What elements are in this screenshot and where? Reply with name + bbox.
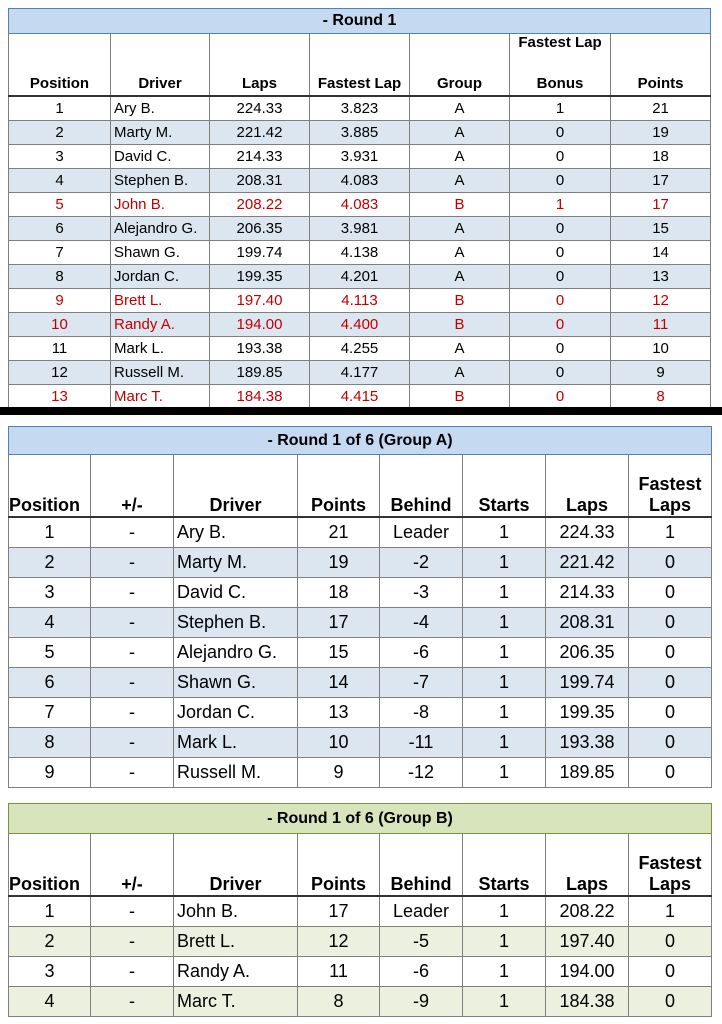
laps-cell: 208.31 <box>546 608 629 638</box>
header-behind: Behind <box>380 455 463 518</box>
section-divider <box>0 407 722 415</box>
laps-cell: 184.38 <box>210 385 310 409</box>
points-cell: 13 <box>298 698 380 728</box>
driver-cell: Marty M. <box>174 548 298 578</box>
driver-cell: David C. <box>174 578 298 608</box>
position-cell: 9 <box>9 758 91 788</box>
driver-cell: Stephen B. <box>111 169 210 193</box>
driver-cell: Russell M. <box>111 361 210 385</box>
header-fastest-laps <box>629 455 712 518</box>
header-starts: Starts <box>463 834 546 897</box>
starts-cell: 1 <box>463 896 546 927</box>
header-driver: Driver <box>174 455 298 518</box>
fastest-lap-cell: 4.177 <box>310 361 410 385</box>
header-driver: Driver <box>111 34 210 97</box>
header-points: Points <box>298 455 380 518</box>
fastest-laps-cell: 0 <box>629 638 712 668</box>
points-cell: 14 <box>611 241 711 265</box>
fastest-laps-cell: 1 <box>629 517 712 548</box>
driver-cell: Randy A. <box>111 313 210 337</box>
position-cell: 5 <box>9 193 111 217</box>
points-cell: 19 <box>611 121 711 145</box>
fastest-laps-cell: 0 <box>629 728 712 758</box>
fastest-laps-cell: 0 <box>629 987 712 1017</box>
change-cell: - <box>91 758 174 788</box>
round1-results-table <box>8 8 711 409</box>
position-cell: 3 <box>9 578 91 608</box>
group-cell: A <box>410 361 510 385</box>
fastest-laps-cell: 0 <box>629 548 712 578</box>
bonus-cell: 0 <box>510 145 611 169</box>
table-row <box>9 241 711 265</box>
header-fastest-laps <box>629 834 712 897</box>
fastest-lap-cell: 3.981 <box>310 217 410 241</box>
behind-cell: -6 <box>380 638 463 668</box>
group-b-standings-table <box>8 803 712 1017</box>
table-row <box>9 578 712 608</box>
change-cell: - <box>91 957 174 987</box>
laps-cell: 194.00 <box>546 957 629 987</box>
position-cell: 4 <box>9 987 91 1017</box>
position-cell: 3 <box>9 957 91 987</box>
table-row <box>9 193 711 217</box>
behind-cell: -5 <box>380 927 463 957</box>
laps-cell: 206.35 <box>546 638 629 668</box>
table-row <box>9 96 711 121</box>
points-cell: 21 <box>298 517 380 548</box>
points-cell: 17 <box>611 193 711 217</box>
position-cell: 6 <box>9 217 111 241</box>
fastest-laps-cell: 0 <box>629 698 712 728</box>
starts-cell: 1 <box>463 668 546 698</box>
driver-cell: Randy A. <box>174 957 298 987</box>
change-cell: - <box>91 578 174 608</box>
position-cell: 4 <box>9 169 111 193</box>
points-cell: 9 <box>298 758 380 788</box>
group-a-title: - Round 1 of 6 (Group A) <box>9 427 712 455</box>
header-position: Position <box>9 34 111 97</box>
points-cell: 15 <box>298 638 380 668</box>
bonus-cell: 0 <box>510 217 611 241</box>
change-cell: - <box>91 668 174 698</box>
table-row <box>9 169 711 193</box>
position-cell: 8 <box>9 265 111 289</box>
driver-cell: Alejandro G. <box>174 638 298 668</box>
laps-cell: 199.35 <box>210 265 310 289</box>
header-fastest-lap: Fastest Lap <box>310 34 410 97</box>
table-row <box>9 145 711 169</box>
table-row <box>9 361 711 385</box>
group-a-standings-table <box>8 426 712 788</box>
points-cell: 8 <box>298 987 380 1017</box>
driver-cell: Mark L. <box>174 728 298 758</box>
fastest-lap-cell: 3.885 <box>310 121 410 145</box>
starts-cell: 1 <box>463 638 546 668</box>
driver-cell: John B. <box>111 193 210 217</box>
position-cell: 8 <box>9 728 91 758</box>
header-fastest-line1: Fastest <box>638 474 702 494</box>
starts-cell: 1 <box>463 548 546 578</box>
driver-cell: Marty M. <box>111 121 210 145</box>
group-cell: A <box>410 121 510 145</box>
behind-cell: Leader <box>380 896 463 927</box>
fastest-lap-cell: 4.083 <box>310 169 410 193</box>
points-cell: 10 <box>298 728 380 758</box>
fastest-lap-cell: 4.400 <box>310 313 410 337</box>
points-cell: 13 <box>611 265 711 289</box>
table-row <box>9 265 711 289</box>
points-cell: 18 <box>611 145 711 169</box>
fastest-lap-cell: 4.415 <box>310 385 410 409</box>
driver-cell: Jordan C. <box>174 698 298 728</box>
position-cell: 4 <box>9 608 91 638</box>
position-cell: 6 <box>9 668 91 698</box>
table-row <box>9 548 712 578</box>
position-cell: 7 <box>9 241 111 265</box>
table-row <box>9 896 712 927</box>
starts-cell: 1 <box>463 728 546 758</box>
laps-cell: 197.40 <box>546 927 629 957</box>
driver-cell: Mark L. <box>111 337 210 361</box>
behind-cell: -6 <box>380 957 463 987</box>
bonus-cell: 0 <box>510 385 611 409</box>
change-cell: - <box>91 608 174 638</box>
fastest-lap-cell: 3.823 <box>310 96 410 121</box>
header-laps: Laps <box>546 455 629 518</box>
change-cell: - <box>91 698 174 728</box>
behind-cell: -11 <box>380 728 463 758</box>
fastest-laps-cell: 0 <box>629 608 712 638</box>
behind-cell: -3 <box>380 578 463 608</box>
points-cell: 12 <box>298 927 380 957</box>
driver-cell: Ary B. <box>174 517 298 548</box>
laps-cell: 214.33 <box>546 578 629 608</box>
group-a-header-row <box>9 455 712 518</box>
fastest-laps-cell: 0 <box>629 927 712 957</box>
change-cell: - <box>91 896 174 927</box>
bonus-cell: 0 <box>510 361 611 385</box>
bonus-cell: 0 <box>510 121 611 145</box>
header-points: Points <box>298 834 380 897</box>
points-cell: 11 <box>298 957 380 987</box>
points-cell: 19 <box>298 548 380 578</box>
header-change: +/- <box>91 455 174 518</box>
table-row <box>9 927 712 957</box>
position-cell: 3 <box>9 145 111 169</box>
laps-cell: 208.22 <box>210 193 310 217</box>
header-position: Position <box>9 455 91 518</box>
table-row <box>9 337 711 361</box>
header-position: Position <box>9 834 91 897</box>
laps-cell: 221.42 <box>210 121 310 145</box>
header-laps: Laps <box>546 834 629 897</box>
position-cell: 5 <box>9 638 91 668</box>
starts-cell: 1 <box>463 578 546 608</box>
header-fastest-lap-bonus <box>510 34 611 97</box>
laps-cell: 224.33 <box>546 517 629 548</box>
header-starts: Starts <box>463 455 546 518</box>
round1-title: - Round 1 <box>9 9 711 34</box>
points-cell: 17 <box>611 169 711 193</box>
group-cell: B <box>410 193 510 217</box>
table-row <box>9 668 712 698</box>
header-fastest-line2: Laps <box>648 874 691 894</box>
position-cell: 7 <box>9 698 91 728</box>
bonus-cell: 1 <box>510 96 611 121</box>
bonus-cell: 0 <box>510 241 611 265</box>
header-laps: Laps <box>210 34 310 97</box>
driver-cell: Marc T. <box>111 385 210 409</box>
points-cell: 17 <box>298 896 380 927</box>
group-b-header-row <box>9 834 712 897</box>
position-cell: 2 <box>9 548 91 578</box>
header-change: +/- <box>91 834 174 897</box>
driver-cell: Ary B. <box>111 96 210 121</box>
laps-cell: 214.33 <box>210 145 310 169</box>
round1-header-row <box>9 34 711 97</box>
behind-cell: -9 <box>380 987 463 1017</box>
position-cell: 2 <box>9 927 91 957</box>
bonus-cell: 0 <box>510 313 611 337</box>
driver-cell: Shawn G. <box>174 668 298 698</box>
starts-cell: 1 <box>463 957 546 987</box>
driver-cell: Jordan C. <box>111 265 210 289</box>
starts-cell: 1 <box>463 927 546 957</box>
starts-cell: 1 <box>463 698 546 728</box>
group-cell: B <box>410 289 510 313</box>
laps-cell: 189.85 <box>210 361 310 385</box>
driver-cell: Stephen B. <box>174 608 298 638</box>
points-cell: 8 <box>611 385 711 409</box>
position-cell: 10 <box>9 313 111 337</box>
table-row <box>9 698 712 728</box>
behind-cell: -8 <box>380 698 463 728</box>
laps-cell: 206.35 <box>210 217 310 241</box>
behind-cell: -7 <box>380 668 463 698</box>
laps-cell: 199.74 <box>546 668 629 698</box>
starts-cell: 1 <box>463 987 546 1017</box>
fastest-lap-cell: 4.201 <box>310 265 410 289</box>
table-row <box>9 217 711 241</box>
fastest-lap-cell: 4.113 <box>310 289 410 313</box>
points-cell: 10 <box>611 337 711 361</box>
laps-cell: 208.22 <box>546 896 629 927</box>
change-cell: - <box>91 728 174 758</box>
behind-cell: -2 <box>380 548 463 578</box>
laps-cell: 189.85 <box>546 758 629 788</box>
change-cell: - <box>91 987 174 1017</box>
laps-cell: 197.40 <box>210 289 310 313</box>
table-row <box>9 385 711 409</box>
group-cell: A <box>410 217 510 241</box>
laps-cell: 221.42 <box>546 548 629 578</box>
driver-cell: Marc T. <box>174 987 298 1017</box>
table-row <box>9 608 712 638</box>
starts-cell: 1 <box>463 608 546 638</box>
table-row <box>9 313 711 337</box>
driver-cell: Alejandro G. <box>111 217 210 241</box>
position-cell: 2 <box>9 121 111 145</box>
fastest-lap-cell: 4.138 <box>310 241 410 265</box>
points-cell: 21 <box>611 96 711 121</box>
bonus-cell: 0 <box>510 265 611 289</box>
position-cell: 9 <box>9 289 111 313</box>
position-cell: 13 <box>9 385 111 409</box>
laps-cell: 224.33 <box>210 96 310 121</box>
table-row <box>9 289 711 313</box>
bonus-cell: 0 <box>510 169 611 193</box>
fastest-laps-cell: 0 <box>629 758 712 788</box>
group-cell: A <box>410 145 510 169</box>
group-cell: A <box>410 169 510 193</box>
header-fastest-line1: Fastest <box>638 853 702 873</box>
position-cell: 1 <box>9 96 111 121</box>
group-cell: A <box>410 337 510 361</box>
fastest-lap-cell: 3.931 <box>310 145 410 169</box>
table-row <box>9 758 712 788</box>
table-row <box>9 517 712 548</box>
laps-cell: 199.74 <box>210 241 310 265</box>
table-row <box>9 638 712 668</box>
laps-cell: 194.00 <box>210 313 310 337</box>
laps-cell: 193.38 <box>210 337 310 361</box>
header-bonus-line2: Bonus <box>536 75 584 92</box>
group-cell: B <box>410 385 510 409</box>
bonus-cell: 0 <box>510 337 611 361</box>
behind-cell: -12 <box>380 758 463 788</box>
group-cell: B <box>410 313 510 337</box>
position-cell: 12 <box>9 361 111 385</box>
group-cell: A <box>410 96 510 121</box>
driver-cell: Brett L. <box>111 289 210 313</box>
group-cell: A <box>410 265 510 289</box>
fastest-laps-cell: 0 <box>629 578 712 608</box>
laps-cell: 199.35 <box>546 698 629 728</box>
fastest-laps-cell: 1 <box>629 896 712 927</box>
change-cell: - <box>91 927 174 957</box>
points-cell: 14 <box>298 668 380 698</box>
behind-cell: Leader <box>380 517 463 548</box>
group-b-title: - Round 1 of 6 (Group B) <box>9 804 712 834</box>
bonus-cell: 0 <box>510 289 611 313</box>
driver-cell: Russell M. <box>174 758 298 788</box>
position-cell: 11 <box>9 337 111 361</box>
starts-cell: 1 <box>463 517 546 548</box>
table-row <box>9 121 711 145</box>
position-cell: 1 <box>9 896 91 927</box>
behind-cell: -4 <box>380 608 463 638</box>
group-cell: A <box>410 241 510 265</box>
points-cell: 11 <box>611 313 711 337</box>
header-group: Group <box>410 34 510 97</box>
driver-cell: David C. <box>111 145 210 169</box>
table-row <box>9 987 712 1017</box>
fastest-laps-cell: 0 <box>629 957 712 987</box>
points-cell: 9 <box>611 361 711 385</box>
change-cell: - <box>91 517 174 548</box>
header-behind: Behind <box>380 834 463 897</box>
driver-cell: Shawn G. <box>111 241 210 265</box>
header-bonus-line1: Fastest Lap <box>518 34 602 51</box>
header-points: Points <box>611 34 711 97</box>
bonus-cell: 1 <box>510 193 611 217</box>
laps-cell: 184.38 <box>546 987 629 1017</box>
change-cell: - <box>91 638 174 668</box>
fastest-lap-cell: 4.083 <box>310 193 410 217</box>
laps-cell: 208.31 <box>210 169 310 193</box>
position-cell: 1 <box>9 517 91 548</box>
starts-cell: 1 <box>463 758 546 788</box>
header-fastest-line2: Laps <box>649 495 692 515</box>
table-row <box>9 957 712 987</box>
points-cell: 12 <box>611 289 711 313</box>
points-cell: 15 <box>611 217 711 241</box>
table-row <box>9 728 712 758</box>
change-cell: - <box>91 548 174 578</box>
laps-cell: 193.38 <box>546 728 629 758</box>
fastest-laps-cell: 0 <box>629 668 712 698</box>
driver-cell: Brett L. <box>174 927 298 957</box>
header-driver: Driver <box>174 834 298 897</box>
points-cell: 18 <box>298 578 380 608</box>
points-cell: 17 <box>298 608 380 638</box>
fastest-lap-cell: 4.255 <box>310 337 410 361</box>
driver-cell: John B. <box>174 896 298 927</box>
